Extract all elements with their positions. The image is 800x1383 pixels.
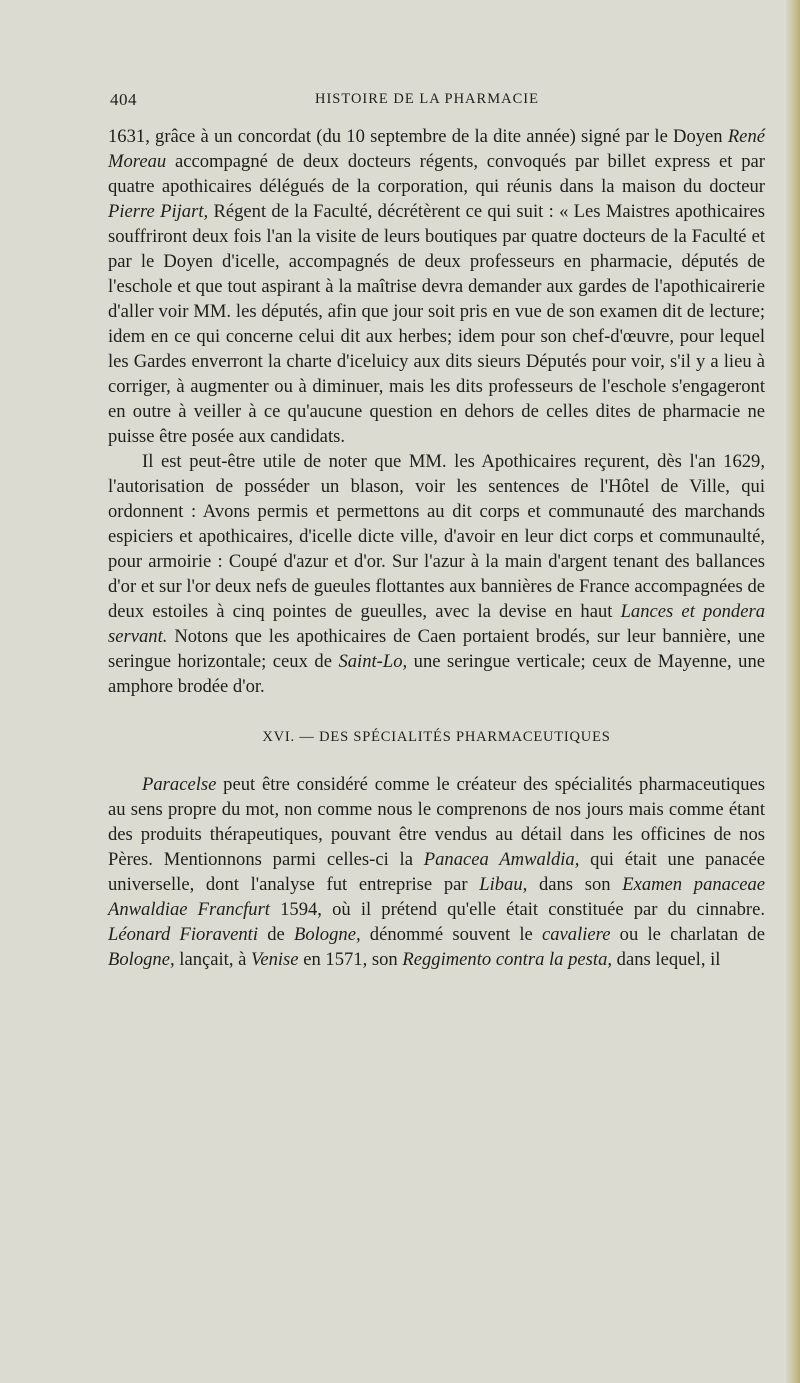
name-libau: Libau, <box>479 874 528 895</box>
book-title-reggimento: Reggimento contra la pesta, <box>402 949 613 970</box>
page-edge <box>786 0 800 1383</box>
place-bologne-2: Bologne, <box>108 949 175 970</box>
name-fioraventi: Léonard Fioraventi <box>108 924 259 945</box>
book-title-examen: Examen panaceae Anwaldiae Francfurt <box>108 874 766 920</box>
running-title: HISTOIRE DE LA PHARMACIE <box>315 91 539 107</box>
place-bologne-1: Bologne, <box>293 924 361 945</box>
page-number: 404 <box>110 90 137 109</box>
place-saint-lo: Saint-Lo, <box>338 651 408 672</box>
remedy-name: Panacea Amwaldia, <box>423 849 580 870</box>
nickname-cavaliere: cavaliere <box>542 924 611 945</box>
name-pierre-pijart: Pierre Pijart, <box>108 201 209 222</box>
paragraph-1: 1631, grâce à un concordat (du 10 septembre de la dite année) signé par le Doyen René Moreau accompagné de deux docteurs régents, convoqués par billet express et par quatre apothicaires délégués de la corporation, qui réunis dans la maison du docteur Pierre Pijart, Régent de la Faculté, décrétèrent ce qui suit : « Les Maistres apothicaires souffriront deux fois l'an la visite de leurs boutiques par quatre docteurs de la Faculté et par le Doyen d'icelle, accompagnés de deux professeurs en pharmacie, députés de l'eschole et que tout aspirant à la maîtrise devra demander aux gardes de l'apothicairerie d'aller voir MM. les députés, afin que jour soit pris en vue de son examen dit de lecture; idem en ce qui concerne celui dit aux herbes; idem pour son chef-d'œuvre, pour lequel les Gardes enverront la charte d'iceluicy aux dits sieurs Députés pour voir, s'il y a lieu à corriger, à augmenter ou à diminuer, mais les dits professeurs de l'eschole s'engageront en outre à veiller à ce qu'aucune question en dehors de celles dites de pharmacie ne puisse être posée aux candidats. <box>108 126 765 447</box>
motto: Lances et pondera servant. <box>108 601 765 647</box>
paragraph-2: Il est peut-être utile de noter que MM. les Apothicaires reçurent, dès l'an 1629, l'autorisation de posséder un blason, voir les sentences de l'Hôtel de Ville, qui ordonnent : Avons permis et permettons au dit corps et communauté des marchands espiciers et apothicaires, d'icelle dicte ville, d'avoir en leur dict corps et communaulté, pour armoirie : Coupé d'azur et d'or. Sur l'azur à la main d'argent tenant des ballances d'or et sur l'or deux nefs de gueules flottantes aux bannières de France accompagnées de deux estoiles à cinq pointes de gueulles, avec la devise en haut Lances et pondera servant. Notons que les apothicaires de Caen portaient brodés, sur leur bannière, une seringue horizontale; ceux de Saint-Lo, une seringue verticale; ceux de Mayenne, une amphore brodée d'or. <box>108 451 765 697</box>
name-paracelse: Paracelse <box>142 774 217 795</box>
section-heading: XVI. — DES SPÉCIALITÉS PHARMACEUTIQUES <box>262 729 611 745</box>
name-rene-moreau: René Moreau <box>108 126 765 172</box>
paragraph-3: Paracelse peut être considéré comme le créateur des spécialités pharmaceutiques au sens propre du mot, non comme nous le comprenons de nos jours mais comme étant des produits thérapeutiques, pouvant être vendus au détail dans les officines de nos Pères. Mentionnons parmi celles-ci la Panacea Amwaldia, qui était une panacée universelle, dont l'analyse fut entreprise par Libau, dans son Examen panaceae Anwaldiae Francfurt 1594, où il prétend qu'elle était constituée par du cinnabre. Léonard Fioraventi de Bologne, dénommé souvent le cavaliere ou le charlatan de Bologne, lançait, à Venise en 1571, son Reggimento contra la pesta, dans lequel, il <box>108 774 766 970</box>
place-venise: Venise <box>251 949 299 970</box>
body-text <box>108 124 765 972</box>
